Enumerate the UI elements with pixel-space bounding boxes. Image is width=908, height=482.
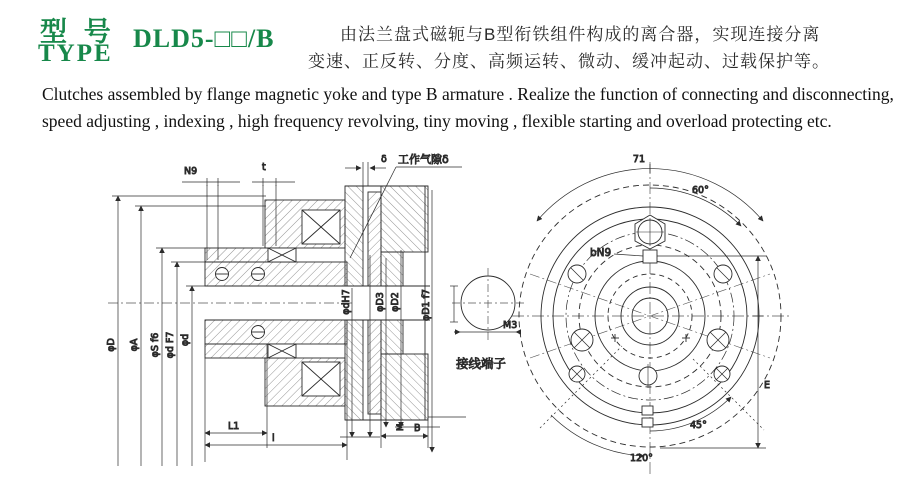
type-label-cn: 型 号 — [40, 17, 116, 47]
dim-E-label: E — [764, 380, 771, 391]
dim-phi-D1f7: φD1 f7 — [421, 288, 432, 322]
top-bolt-hole — [635, 215, 665, 249]
detail-thread-label: M3 — [503, 320, 518, 331]
dim-B: B — [414, 423, 421, 434]
dim-phi-dF7: φd F7 — [165, 331, 176, 359]
angle-bottom-label: 120° — [630, 453, 653, 464]
dim-depth-t: t — [262, 162, 266, 173]
dim-phi-D: φD — [106, 338, 117, 352]
model-code: DLD5-□□/B — [133, 24, 275, 53]
keyway-square — [643, 250, 657, 263]
type-label-en: TYPE — [38, 40, 113, 67]
dim-gap-delta: δ — [381, 154, 387, 165]
bottom-slot-2 — [642, 418, 653, 427]
dim-phi-A: φA — [129, 338, 140, 352]
dim-phi-S: φS f6 — [150, 332, 161, 358]
dim-phi-d: φd — [180, 333, 191, 347]
angle-lower-label: 45° — [690, 420, 707, 431]
front-right-dim — [657, 256, 766, 448]
front-view-drawing — [512, 154, 792, 476]
keyway-bN9-label: bN9 — [590, 247, 612, 259]
dim-keyway-N9: N9 — [184, 166, 198, 177]
dim-l: l — [272, 433, 275, 444]
description-en-line2: speed adjusting , indexing , high frequency revolving, tiny moving , flexible starting and overload protecting etc. — [42, 111, 832, 131]
dim-phi-D3: φD3 — [375, 292, 386, 312]
description-cn-line2: 变速、正反转、分度、高频运转、微动、缓冲起动、过载保护等。 — [308, 52, 830, 71]
dim-M: M — [396, 423, 406, 431]
dim-phi-dH7: φdH7 — [341, 289, 352, 315]
dim-L1: L1 — [228, 421, 240, 432]
angle-upper-label: 60° — [692, 185, 709, 196]
angle-top-label: 71 — [632, 154, 645, 165]
bottom-slot-1 — [642, 406, 653, 415]
section-view-drawing — [106, 152, 524, 466]
detail-note-text: 接线端子 — [456, 356, 507, 371]
center-marks — [611, 334, 690, 342]
dim-phi-D2: φD2 — [390, 292, 401, 312]
description-cn-line1: 由法兰盘式磁轭与B型衔铁组件构成的离合器，实现连接分离 — [340, 25, 821, 44]
air-gap-callout-text: 工作气隙δ — [398, 153, 449, 166]
description-en-line1: Clutches assembled by flange magnetic yoke and type B armature . Realize the function of connecting and disconnecting, — [42, 84, 894, 104]
